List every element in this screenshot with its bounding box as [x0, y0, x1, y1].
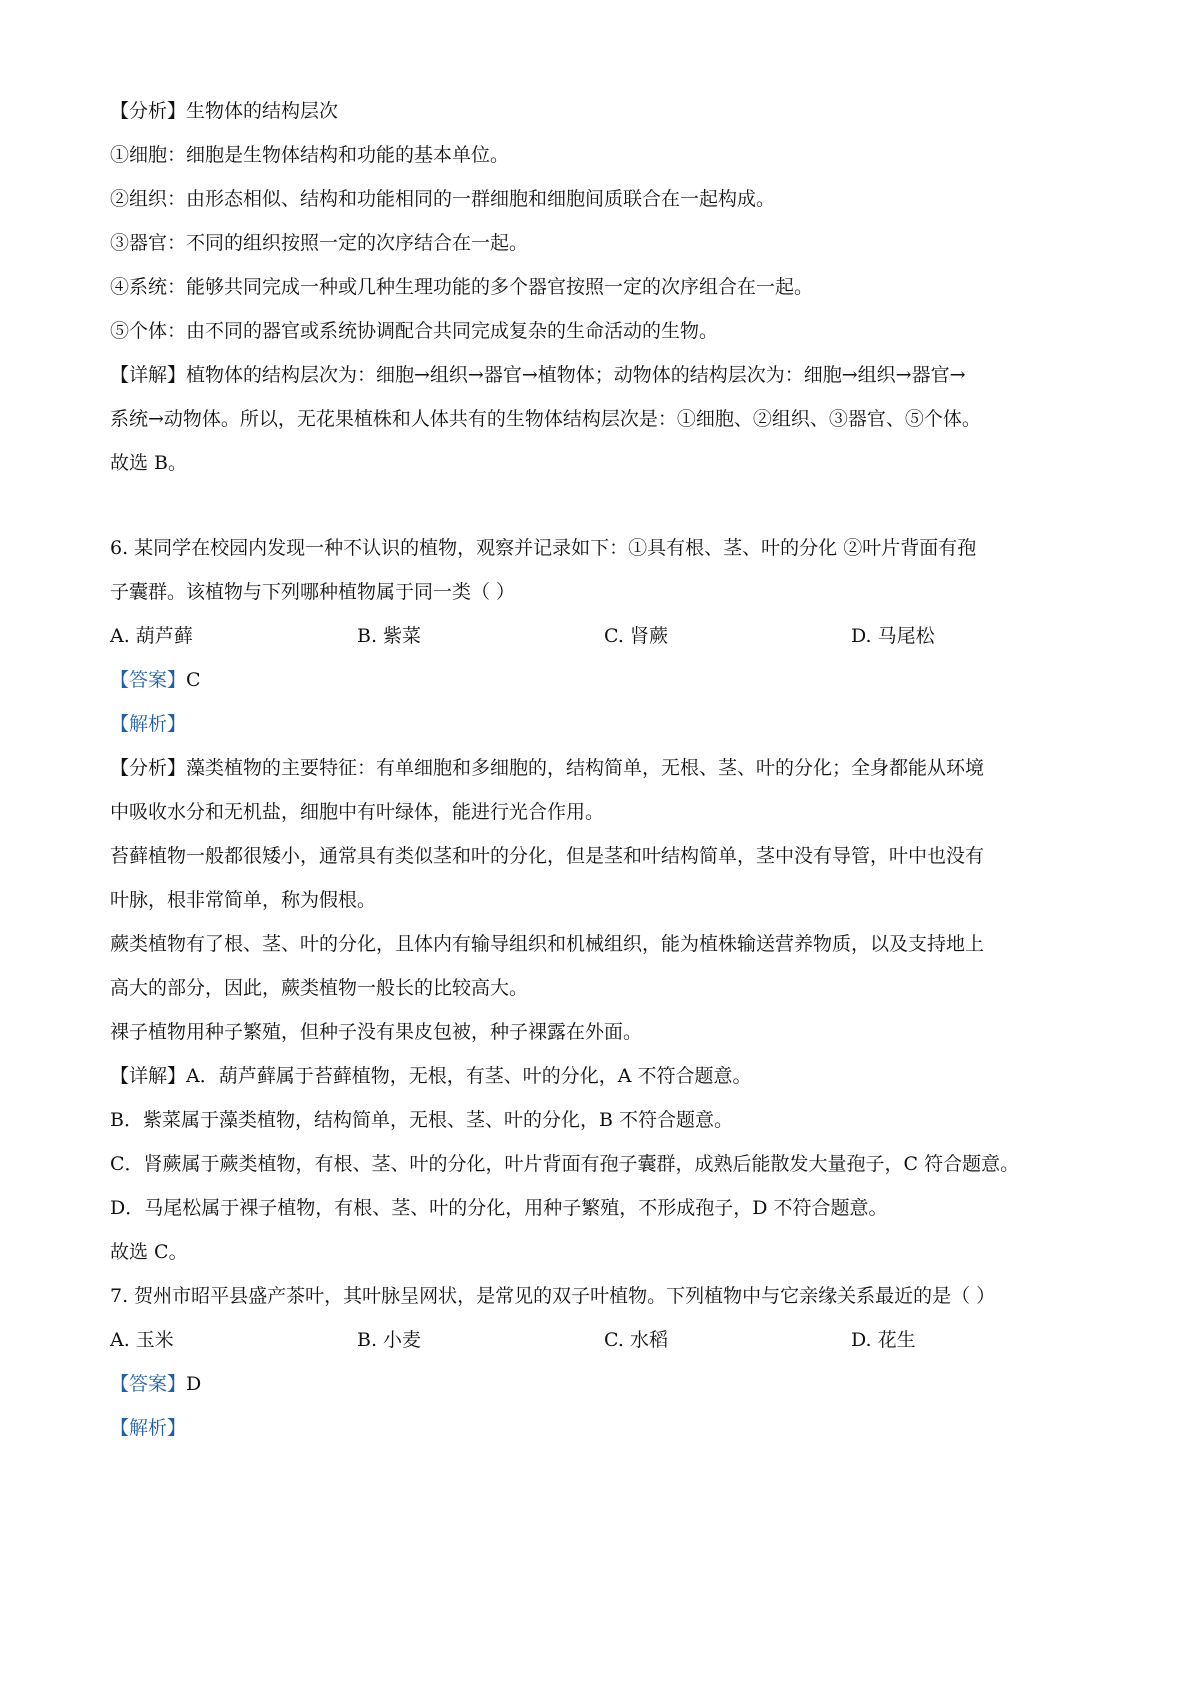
analysis-line: 中吸收水分和无机盐，细胞中有叶绿体，能进行光合作用。	[110, 801, 605, 823]
analysis-title: 【分析】生物体的结构层次	[110, 100, 339, 122]
detail-line: B．紫菜属于藻类植物，结构简单，无根、茎、叶的分化，B 不符合题意。	[110, 1109, 733, 1131]
question-7-jiexi-label: 【解析】	[110, 1417, 187, 1439]
structure-point-individual: ⑤个体：由不同的器官或系统协调配合共同完成复杂的生命活动的生物。	[110, 320, 719, 342]
answer-value: D	[186, 1373, 202, 1395]
analysis-line: 高大的部分，因此，蕨类植物一般长的比较高大。	[110, 977, 529, 999]
question-6-stem: 子囊群。该植物与下列哪种植物属于同一类（ ）	[110, 581, 516, 603]
question-6-option-b: B. 紫菜	[357, 625, 422, 647]
analysis-line: 蕨类植物有了根、茎、叶的分化，且体内有输导组织和机械组织，能为植株输送营养物质，以及支持地上	[110, 933, 985, 955]
question-6-option-c: C. 肾蕨	[604, 625, 668, 647]
analysis-line: 【分析】藻类植物的主要特征：有单细胞和多细胞的，结构简单，无根、茎、叶的分化；全身都能从环境	[110, 757, 985, 779]
answer-label: 【答案】	[110, 1373, 187, 1395]
conclusion: 故选 B。	[110, 452, 188, 474]
question-6-stem: 6. 某同学在校园内发现一种不认识的植物，观察并记录如下：①具有根、茎、叶的分化 ②叶片背面有孢	[110, 537, 977, 559]
question-7-option-b: B. 小麦	[357, 1329, 422, 1351]
answer-label: 【答案】	[110, 669, 187, 691]
conclusion: 故选 C。	[110, 1241, 188, 1263]
question-7-option-d: D. 花生	[851, 1329, 916, 1351]
detail-line: 【详解】植物体的结构层次为：细胞→组织→器官→植物体；动物体的结构层次为：细胞→组织→器官→	[110, 364, 966, 386]
question-7-answer	[110, 1370, 1100, 1398]
structure-point-tissue: ②组织：由形态相似、结构和功能相同的一群细胞和细胞间质联合在一起构成。	[110, 188, 776, 210]
question-6-option-d: D. 马尾松	[851, 625, 935, 647]
structure-point-system: ④系统：能够共同完成一种或几种生理功能的多个器官按照一定的次序组合在一起。	[110, 276, 814, 298]
question-6-option-a: A. 葫芦藓	[110, 625, 193, 647]
detail-line: C．肾蕨属于蕨类植物，有根、茎、叶的分化，叶片背面有孢子囊群，成熟后能散发大量孢子，C 符合题意。	[110, 1153, 1020, 1175]
question-6-jiexi-label: 【解析】	[110, 713, 187, 735]
question-7-option-c: C. 水稻	[604, 1329, 668, 1351]
analysis-line: 苔藓植物一般都很矮小，通常具有类似茎和叶的分化，但是茎和叶结构简单，茎中没有导管，叶中也没有	[110, 845, 985, 867]
detail-line: 【详解】A．葫芦藓属于苔藓植物，无根，有茎、叶的分化，A 不符合题意。	[110, 1065, 752, 1087]
question-7-option-a: A. 玉米	[110, 1329, 174, 1351]
structure-point-organ: ③器官：不同的组织按照一定的次序结合在一起。	[110, 232, 529, 254]
analysis-line: 叶脉，根非常简单，称为假根。	[110, 889, 377, 911]
structure-point-cell: ①细胞：细胞是生物体结构和功能的基本单位。	[110, 144, 510, 166]
analysis-line: 裸子植物用种子繁殖，但种子没有果皮包被，种子裸露在外面。	[110, 1021, 643, 1043]
detail-line: 系统→动物体。所以，无花果植株和人体共有的生物体结构层次是：①细胞、②组织、③器官、⑤个体。	[110, 408, 981, 430]
answer-value: C	[186, 669, 201, 691]
question-7-stem: 7. 贺州市昭平县盛产茶叶，其叶脉呈网状，是常见的双子叶植物。下列植物中与它亲缘关系最近的是（ ）	[110, 1285, 996, 1307]
detail-line: D．马尾松属于裸子植物，有根、茎、叶的分化，用种子繁殖，不形成孢子，D 不符合题意。	[110, 1197, 888, 1219]
question-6-answer	[110, 666, 1100, 694]
